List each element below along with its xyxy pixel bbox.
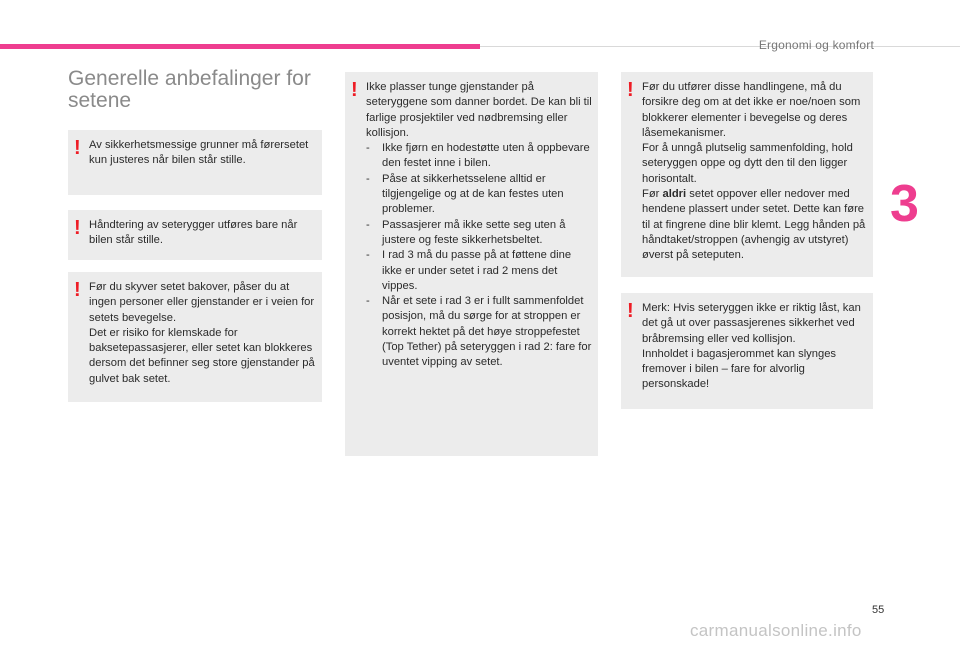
warning-box-folding [621, 72, 873, 277]
watermark: carmanualsonline.info [690, 621, 862, 640]
warning-list [366, 141, 592, 370]
emphasis-aldri: aldri [662, 188, 687, 201]
header-accent-bar [0, 44, 480, 49]
warning-box-seatback-lock [621, 293, 873, 409]
warning-box-table-seatbacks [345, 72, 598, 456]
header-rule [480, 46, 960, 47]
list-item: - Når et sete i rad 3 er i fullt sammenfoldet posisjon, må du sørge for at stroppen er korrekt hektet på det høye stroppefestet (Top Tether) på seteryggen i rad 2: fare for uventet vipping av setet. [366, 295, 592, 369]
warning-text: Før aldri setet oppover eller nedover med hendene plassert under setet. Dette kan føre til at fingrene dine blir klemt. Legg hånden på håndtaket/stroppen (avhengig av utstyret) øverst på seteputen. [642, 188, 866, 262]
section-title: Generelle anbefalinger for setene [68, 67, 311, 112]
warning-text: For å unngå plutselig sammenfolding, hold seteryggen oppe og dytt den til den ligger horisontalt. [642, 142, 853, 185]
warning-icon: ! [74, 137, 81, 159]
page-number: 55 [872, 604, 885, 616]
list-item: - I rad 3 må du passe på at føttene dine ikke er under setet i rad 2 mens det vippes. [366, 249, 572, 292]
warning-text: Merk: Hvis seteryggen ikke er riktig låst, kan det gå ut over passasjerenes sikkerhet ved bråbremsing eller ved kollisjon. [642, 302, 861, 345]
warning-icon: ! [627, 300, 634, 322]
chapter-number: 3 [890, 175, 919, 233]
warning-text: Ikke plasser tunge gjenstander på seteryggene som danner bordet. De kan bli til farlige prosjektiler ved nødbremsing eller kollisjon. [366, 81, 592, 139]
list-item: - Påse at sikkerhetsselene alltid er tilgjengelige og at de kan festes uten problemer. [366, 172, 564, 216]
warning-icon: ! [74, 217, 81, 239]
warning-text: Før du skyver setet bakover, påser du at ingen personer eller gjenstander er i veien for setets bevegelse. [89, 281, 315, 324]
warning-icon: ! [351, 79, 358, 101]
warning-text: Håndtering av seterygger utføres bare når bilen står stille. [89, 219, 298, 247]
list-item: - Passasjerer må ikke sette seg uten å justere og feste sikkerhetsbeltet. [366, 218, 566, 246]
warning-icon: ! [74, 279, 81, 301]
warning-text: Før du utfører disse handlingene, må du forsikre deg om at det ikke er noe/noen som blokkerer elementer i bevegelse og deres låsemekanismer. [642, 81, 861, 139]
list-item: - Ikke fjørn en hodestøtte uten å oppbevare den festet inne i bilen. [366, 142, 590, 170]
warning-text: Det er risiko for klemskade for baksetepassasjerer, eller setet kan blokkeres dersom det befinner seg store gjenstander på gulvet bak setet. [89, 326, 315, 385]
warning-text: Av sikkerhetsmessige grunner må førersetet kun justeres når bilen står stille. [89, 139, 309, 167]
warning-box-seatback [68, 210, 322, 260]
warning-text: Innholdet i bagasjerommet kan slynges fremover i bilen – fare for alvorlig personskade! [642, 347, 837, 391]
warning-icon: ! [627, 79, 634, 101]
warning-box-driver-seat [68, 130, 322, 195]
chapter-title: Ergonomi og komfort [758, 38, 874, 52]
warning-box-slide-back [68, 272, 322, 402]
